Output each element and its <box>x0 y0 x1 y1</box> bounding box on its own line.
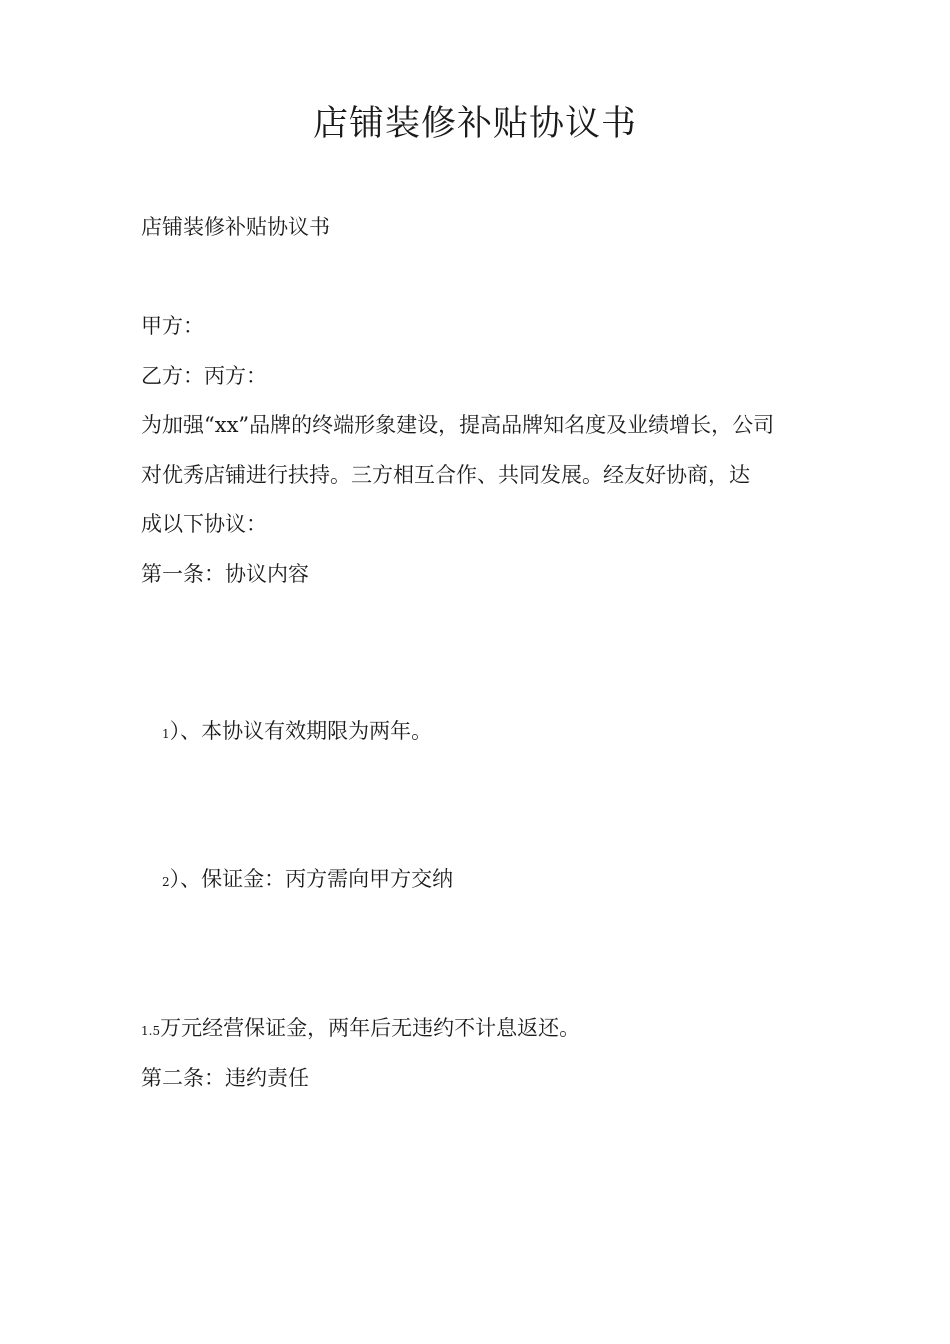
article-2-heading: 第二条：违约责任 <box>141 1066 309 1090</box>
article-1-heading: 第一条：协议内容 <box>141 562 309 586</box>
clause-item-2 <box>162 864 842 897</box>
document-title: 店铺装修补贴协议书 <box>312 104 637 144</box>
clause-item-1-text: ）、本协议有效期限为两年。 <box>169 719 433 743</box>
intro-line-2: 对优秀店铺进行扶持。三方相互合作、共同发展。经友好协商，达 <box>141 463 750 487</box>
deposit-amount: 1.5 <box>141 1024 161 1038</box>
party-b-c-label: 乙方：丙方： <box>141 364 267 388</box>
clause-item-1-number: 1 <box>162 727 170 741</box>
deposit-text: 万元经营保证金，两年后无违约不计息返还。 <box>160 1016 581 1040</box>
deposit-line <box>141 1013 821 1046</box>
intro-line-1: 为加强“xx”品牌的终端形象建设，提高品牌知名度及业绩增长，公司 <box>141 413 775 437</box>
clause-item-2-number: 2 <box>162 875 170 889</box>
document-subtitle: 店铺装修补贴协议书 <box>141 215 330 239</box>
clause-item-1 <box>162 716 842 749</box>
clause-item-2-text: ）、保证金：丙方需向甲方交纳 <box>169 867 454 891</box>
party-a-label: 甲方： <box>141 314 204 338</box>
intro-line-3: 成以下协议： <box>141 512 267 536</box>
